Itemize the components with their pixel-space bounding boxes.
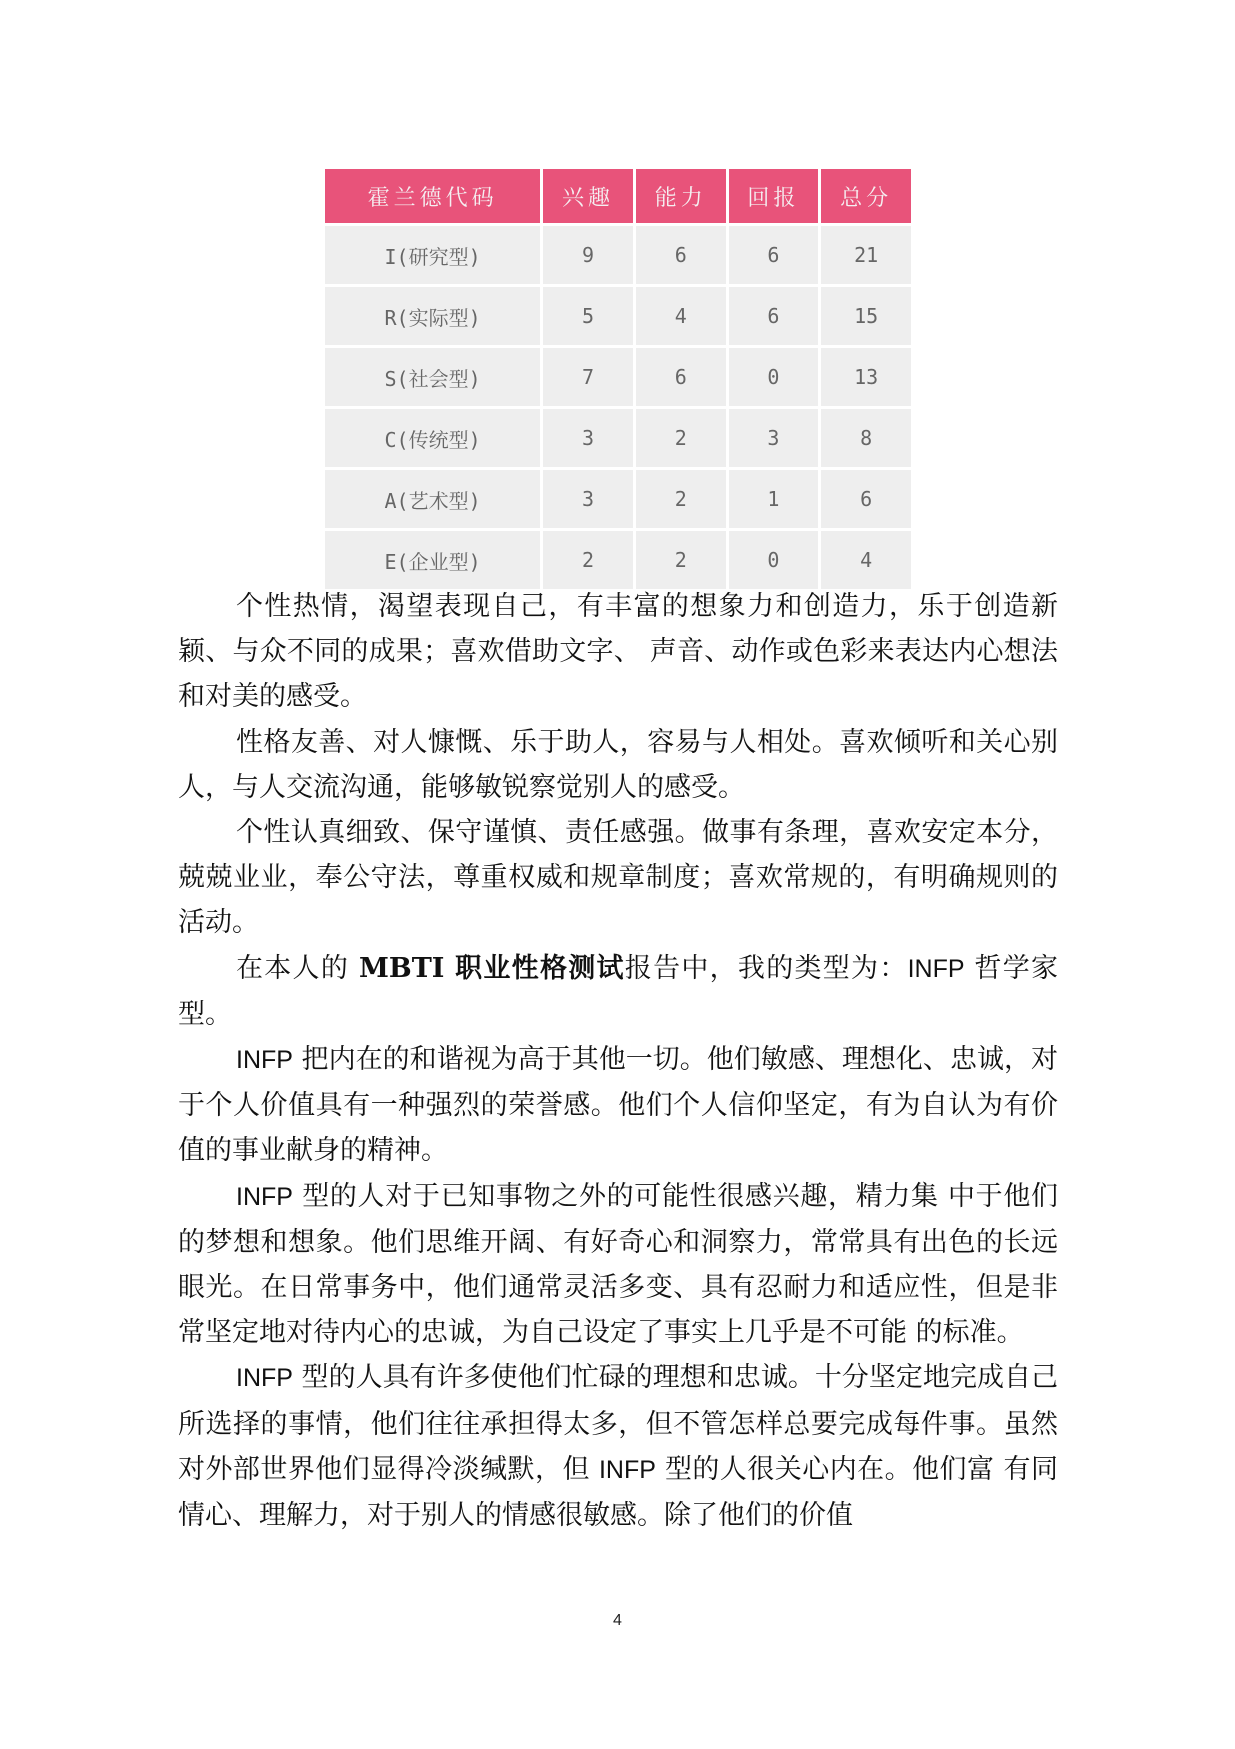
header-interest: 兴趣	[543, 169, 633, 223]
paragraph-text: 型的人具有许多使他们忙碌的理想和忠诚。十分坚定地完成自己所选择的事情，他们往往承担得太多，但不管怎样总要完成每件事。虽然对外部世界他们显得冷淡缄默，但	[178, 1362, 1058, 1485]
cell-interest: 2	[543, 531, 633, 589]
cell-total: 8	[821, 409, 911, 467]
cell-reward: 6	[729, 287, 819, 345]
cell-total: 13	[821, 348, 911, 406]
paragraph-text: 把内在的和谐视为高于其他一切。他们敏感、理想化、忠诚，对于个人价值具有一种强烈的荣誉感。他们个人信仰坚定，有为自认为有价值的事业献身的精神。	[178, 1044, 1058, 1167]
table-row	[325, 287, 911, 345]
cell-reward: 3	[729, 409, 819, 467]
cell-ability: 2	[636, 409, 726, 467]
cell-ability: 2	[636, 531, 726, 589]
cell-interest: 3	[543, 470, 633, 528]
mbti-type-name: 哲学家型。	[178, 952, 1058, 1030]
cell-reward: 0	[729, 531, 819, 589]
table-header-row	[325, 169, 911, 223]
cell-code: C(传统型)	[325, 409, 540, 467]
infp-label: INFP	[598, 1455, 656, 1484]
cell-code: S(社会型)	[325, 348, 540, 406]
mbti-test-name: MBTI 职业性格测试	[359, 952, 625, 984]
infp-label: INFP	[236, 1046, 293, 1075]
paragraph-mbti-result	[178, 946, 1058, 1037]
header-reward: 回报	[729, 169, 819, 223]
cell-reward: 1	[729, 470, 819, 528]
paragraph-text: 型的人很关心内在。他们富 有同情心、理解力，对于别人的情感很敏感。除了他们的价值	[178, 1453, 1058, 1532]
paragraph-text: 型的人对于已知事物之外的可能性很感兴趣，精力集 中于他们的梦想和想象。他们思维开阔、有好奇心和洞察力，常常具有出色的长远眼光。在日常事务中，他们通常灵活多变、具有忍耐力和适应性，但是非常坚定地对待内心的忠诚，为自己设定了事实上几乎是不可能 的标准。	[178, 1180, 1058, 1349]
cell-code: E(企业型)	[325, 531, 540, 589]
infp-label: INFP	[236, 1364, 293, 1393]
table-row	[325, 470, 911, 528]
cell-code: I(研究型)	[325, 226, 540, 284]
mbti-intro-text: 在本人的	[236, 952, 359, 984]
cell-ability: 6	[636, 226, 726, 284]
holland-code-table	[322, 166, 914, 592]
cell-total: 6	[821, 470, 911, 528]
paragraph-social: 性格友善、对人慷慨、乐于助人，容易与人相处。喜欢倾听和关心别人，与人交流沟通，能够敏锐察觉别人的感受。	[178, 726, 1058, 803]
table-row	[325, 226, 911, 284]
mbti-type: INFP	[907, 954, 965, 983]
cell-interest: 3	[543, 409, 633, 467]
header-ability: 能力	[636, 169, 726, 223]
paragraph-infp-ideals	[178, 1355, 1058, 1538]
body-text	[178, 584, 1058, 1538]
cell-ability: 4	[636, 287, 726, 345]
header-total: 总分	[821, 169, 911, 223]
cell-ability: 6	[636, 348, 726, 406]
cell-interest: 9	[543, 226, 633, 284]
paragraph-conventional: 个性认真细致、保守谨慎、责任感强。做事有条理，喜欢安定本分，兢兢业业，奉公守法，尊重权威和规章制度；喜欢常规的，有明确规则的活动。	[178, 817, 1058, 939]
cell-interest: 7	[543, 348, 633, 406]
table-row	[325, 531, 911, 589]
cell-total: 21	[821, 226, 911, 284]
cell-interest: 5	[543, 287, 633, 345]
mbti-middle-text: 报告中，我的类型为：	[624, 952, 908, 984]
paragraph-infp-harmony	[178, 1037, 1058, 1174]
cell-total: 15	[821, 287, 911, 345]
cell-code: A(艺术型)	[325, 470, 540, 528]
cell-total: 4	[821, 531, 911, 589]
cell-ability: 2	[636, 470, 726, 528]
paragraph-artistic: 个性热情，渴望表现自己，有丰富的想象力和创造力，乐于创造新颖、与众不同的成果；喜欢借助文字、 声音、动作或色彩来表达内心想法和对美的感受。	[178, 591, 1058, 713]
infp-label: INFP	[236, 1182, 293, 1211]
cell-reward: 6	[729, 226, 819, 284]
cell-code: R(实际型)	[325, 287, 540, 345]
header-holland-code: 霍兰德代码	[325, 169, 540, 223]
table-row	[325, 348, 911, 406]
table-row	[325, 409, 911, 467]
cell-reward: 0	[729, 348, 819, 406]
page-number: 4	[613, 1612, 622, 1629]
paragraph-infp-possibilities	[178, 1174, 1058, 1356]
